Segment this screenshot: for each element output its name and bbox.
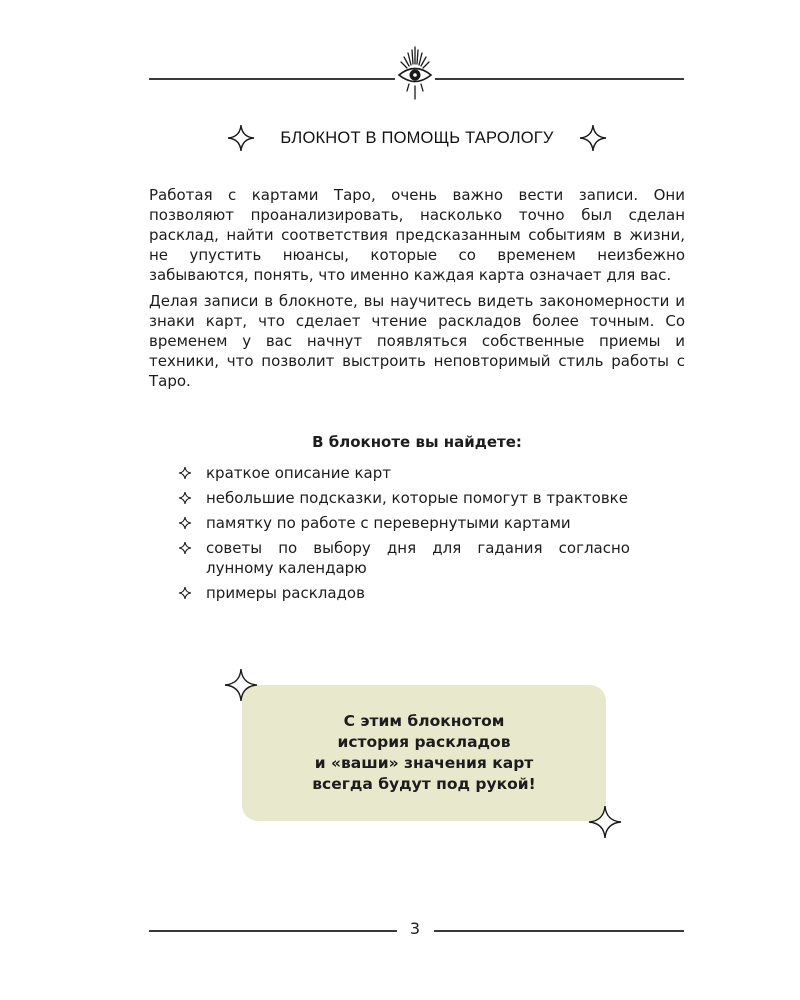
sparkle-bullet-icon — [178, 466, 192, 480]
callout-box — [242, 685, 606, 821]
title-row — [150, 120, 684, 156]
list-item-text: памятку по работе с перевернутыми картами — [206, 514, 571, 532]
sparkle-bullet-icon — [178, 491, 192, 505]
callout-line: всегда будут под рукой! — [312, 775, 536, 793]
list-item-text: краткое описание карт — [206, 464, 391, 482]
footer-rule-right — [434, 930, 684, 932]
eye-ornament-icon — [393, 44, 437, 102]
features-title: В блокноте вы найдете: — [312, 433, 522, 451]
callout-line: история раскладов — [337, 733, 511, 751]
page-number: 3 — [409, 919, 421, 938]
four-point-star-icon — [226, 123, 256, 153]
four-point-star-icon — [223, 667, 259, 703]
sparkle-bullet-icon — [178, 541, 192, 555]
header-rule-left — [149, 78, 395, 80]
four-point-star-icon — [578, 123, 608, 153]
callout-line: С этим блокнотом — [343, 712, 505, 730]
footer-rule-left — [149, 930, 397, 932]
list-item — [178, 513, 630, 533]
intro-text — [149, 185, 685, 397]
features-list — [178, 463, 630, 608]
intro-paragraph: Работая с картами Таро, очень важно вести записи. Они позволяют проанализировать, насколько точно был сделан расклад, найти соответствия предсказанным событиям в жизни, не упустить нюансы, которые со временем неизбежно забываются, понять, что именно каждая карта означает для вас. — [149, 186, 685, 284]
sparkle-bullet-icon — [178, 516, 192, 530]
list-item-text: небольшие подсказки, которые помогут в трактовке — [206, 489, 628, 507]
list-item-text: советы по выбору дня для гадания согласно лунному календарю — [206, 539, 630, 577]
four-point-star-icon — [587, 804, 623, 840]
list-item-text: примеры раскладов — [206, 584, 365, 602]
list-item — [178, 488, 630, 508]
header-rule-right — [435, 78, 684, 80]
list-item — [178, 583, 630, 603]
list-item — [178, 538, 630, 578]
intro-paragraph: Делая записи в блокноте, вы научитесь видеть закономерности и знаки карт, что сделает чтение раскладов более точным. Со временем у вас начнут появляться собственные приемы и техники, что позволит выстроить неповторимый стиль работы с Таро. — [149, 292, 685, 390]
list-item — [178, 463, 630, 483]
callout-line: и «ваши» значения карт — [314, 754, 534, 772]
sparkle-bullet-icon — [178, 586, 192, 600]
page-title: БЛОКНОТ В ПОМОЩЬ ТАРОЛОГУ — [280, 128, 554, 147]
